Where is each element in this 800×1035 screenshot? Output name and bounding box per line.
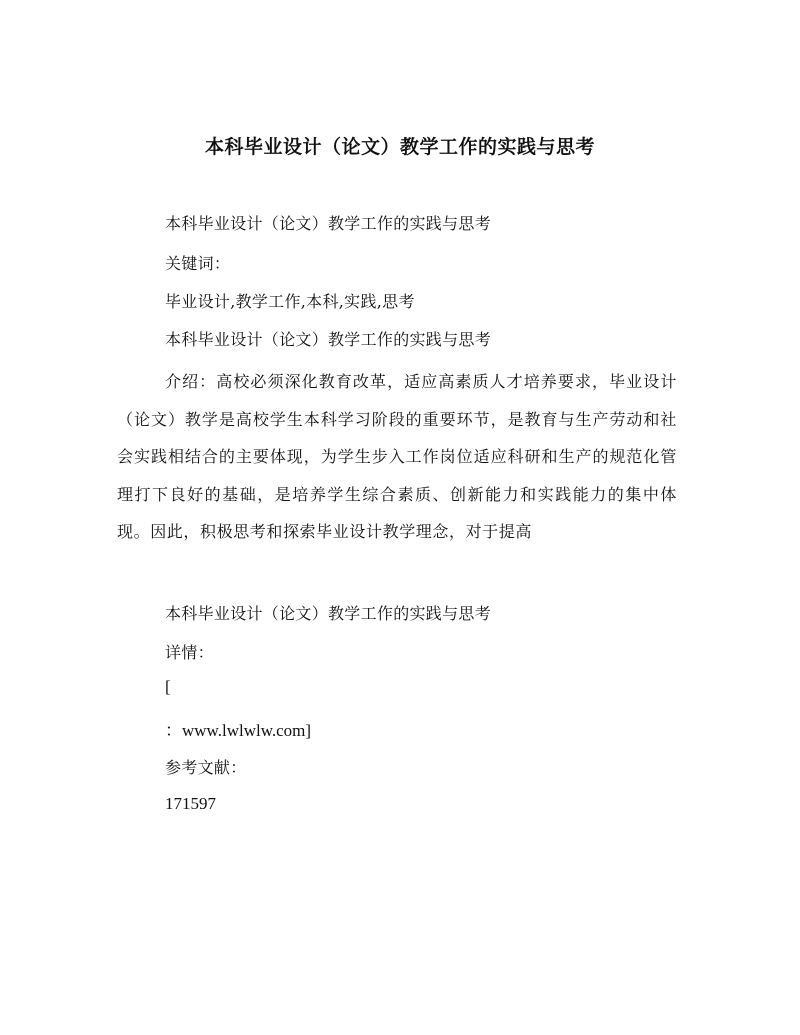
document-title: 本科毕业设计（论文）教学工作的实践与思考 [204, 136, 595, 158]
keywords-list: 毕业设计,教学工作,本科,实践,思考 [165, 292, 415, 311]
subtitle-line: 本科毕业设计（论文）教学工作的实践与思考 [165, 330, 492, 349]
references-label: 参考文献： [165, 758, 247, 777]
subtitle-line: 本科毕业设计（论文）教学工作的实践与思考 [165, 604, 492, 623]
source-url: ：www.lwlwlw.com] [165, 721, 312, 740]
details-label: 详情： [165, 643, 214, 662]
reference-id: 171597 [165, 794, 216, 813]
intro-paragraph: 介绍：高校必须深化教育改革，适应高素质人才培养要求，毕业设计（论文）教学是高校学生本科学习阶段的重要环节，是教育与生产劳动和社会实践相结合的主要体现，为学生步入工作岗位适应科研和生产的规范化管理打下良好的基础，是培养学生综合素质、创新能力和实践能力的集中体现。因此，积极思考和探索毕业设计教学理念，对于提高 [117, 372, 677, 542]
bracket-open: [ [165, 677, 171, 696]
keywords-label: 关键词： [165, 254, 231, 273]
subtitle-line: 本科毕业设计（论文）教学工作的实践与思考 [165, 214, 492, 233]
